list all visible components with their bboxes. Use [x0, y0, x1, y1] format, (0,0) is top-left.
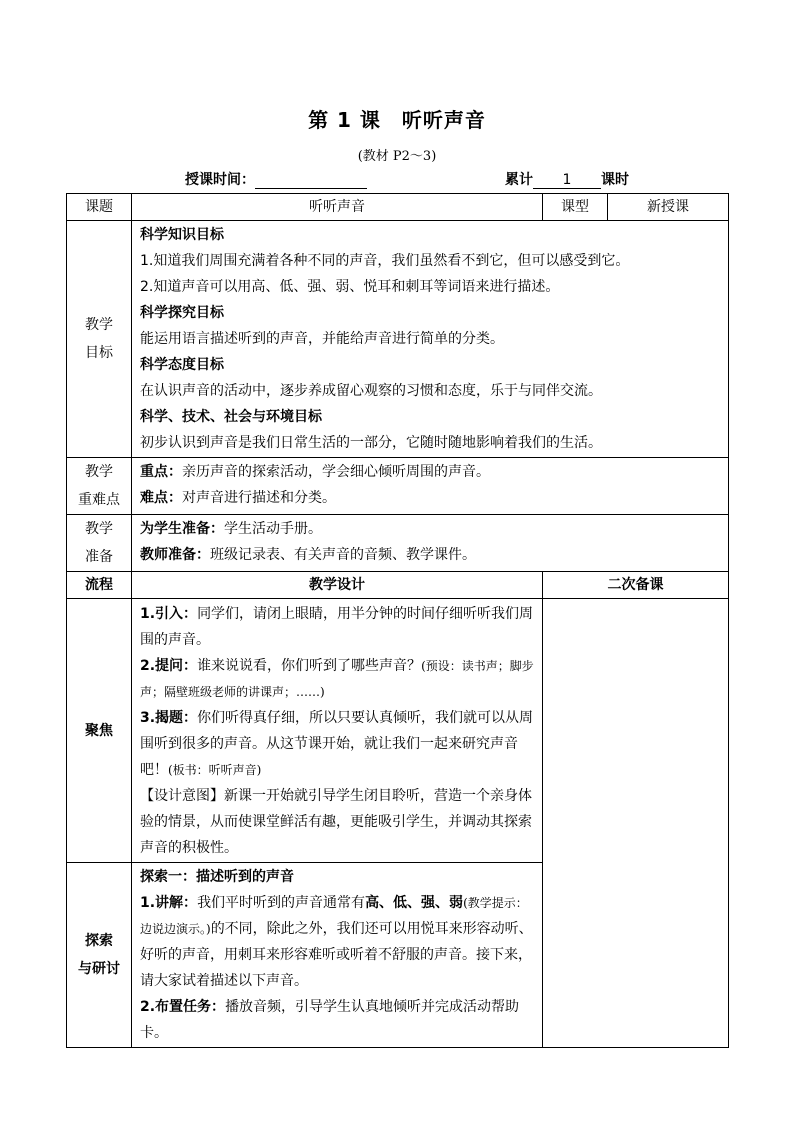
lesson-count-unit: 课时	[601, 172, 629, 188]
revision-cell[interactable]	[543, 599, 729, 1048]
objectives-content	[132, 221, 729, 458]
focus-design-intent: 【设计意图】新课一开始就引导学生闭目聆听，营造一个亲身体验的情景，从而使课堂鲜活有趣，更能吸引学生，并调动其探索声音的积极性。	[140, 788, 532, 856]
class-time-label: 授课时间：	[185, 172, 255, 188]
focus-intro: 1.引入：同学们，请闭上眼睛，用半分钟的时间仔细听听我们周围的声音。	[140, 606, 534, 648]
inquiry-goal-1: 能运用语言描述听到的声音，并能给声音进行简单的分类。	[140, 331, 504, 347]
keypoints-row	[67, 458, 729, 515]
class-time-blank[interactable]	[255, 172, 367, 189]
class-time-line	[185, 169, 367, 189]
lesson-title: 第 1 课 听听声音	[308, 108, 486, 132]
topic-row	[67, 194, 729, 221]
explore-task: 2.布置任务：播放音频，引导学生认真地倾听并完成活动帮助卡。	[140, 999, 520, 1041]
lesson-plan-table	[66, 193, 729, 1048]
explore-content	[132, 863, 543, 1048]
preparation-label: 教学 准备	[67, 515, 132, 572]
objectives-row	[67, 221, 729, 458]
design-header: 教学设计	[132, 572, 543, 599]
keypoints-label: 教学 重难点	[67, 458, 132, 515]
attitude-goal-title: 科学态度目标	[140, 357, 224, 373]
objectives-label: 教学 目标	[67, 221, 132, 458]
lesson-type-label: 课型	[543, 194, 608, 221]
attitude-goal-1: 在认识声音的活动中，逐步养成留心观察的习惯和态度，乐于与同伴交流。	[140, 383, 602, 399]
explore-explain: 1.讲解：我们平时听到的声音通常有高、低、强、弱(教学提示：边说边演示。)的不同，除此之外，我们还可以用悦耳来形容动听、好听的声音，用刺耳来形容难听或听着不舒服的声音。接下来，请大家试着描述以下声音。	[140, 895, 533, 989]
flow-header: 流程	[67, 572, 132, 599]
preparation-content	[132, 515, 729, 572]
knowledge-goal-2: 2.知道声音可以用高、低、强、弱、悦耳和刺耳等词语来进行描述。	[140, 279, 560, 295]
textbook-pages: (教材 P2～3)	[357, 149, 437, 164]
lesson-count-line	[505, 169, 629, 189]
stse-goal-1: 初步认识到声音是我们日常生活的一部分，它随时随地影响着我们的生活。	[140, 435, 602, 451]
focus-content	[132, 599, 543, 863]
teacher-preparation: 教师准备：班级记录表、有关声音的音频、教学课件。	[140, 547, 476, 563]
student-preparation: 为学生准备：学生活动手册。	[140, 521, 322, 537]
lesson-count-label: 累计	[505, 172, 533, 188]
explore-label: 探索 与研讨	[67, 863, 132, 1048]
focus-row	[67, 599, 729, 863]
inquiry-goal-title: 科学探究目标	[140, 305, 224, 321]
lesson-count-value: 1	[533, 172, 601, 189]
focus-question: 2.提问：谁来说说看，你们听到了哪些声音？(预设：读书声；脚步声；隔壁班级老师的讲课声；……)	[140, 658, 534, 699]
keypoints-content	[132, 458, 729, 515]
knowledge-goal-title: 科学知识目标	[140, 227, 224, 243]
flow-header-row	[67, 572, 729, 599]
difficult-point: 难点：对声音进行描述和分类。	[140, 490, 336, 506]
lesson-type-value: 新授课	[608, 194, 729, 221]
knowledge-goal-1: 1.知道我们周围充满着各种不同的声音，我们虽然看不到它，但可以感受到它。	[140, 253, 630, 269]
focus-reveal: 3.揭题：你们听得真仔细，所以只要认真倾听，我们就可以从周围听到很多的声音。从这节课开始，就让我们一起来研究声音吧！(板书：听听声音)	[140, 710, 534, 778]
explore-subtitle: 探索一：描述听到的声音	[140, 869, 294, 885]
key-point: 重点：亲历声音的探索活动，学会细心倾听周围的声音。	[140, 464, 490, 480]
topic-value: 听听声音	[132, 194, 543, 221]
topic-label: 课题	[67, 194, 132, 221]
preparation-row	[67, 515, 729, 572]
stse-goal-title: 科学、技术、社会与环境目标	[140, 409, 322, 425]
focus-label: 聚焦	[67, 599, 132, 863]
revision-header: 二次备课	[543, 572, 729, 599]
